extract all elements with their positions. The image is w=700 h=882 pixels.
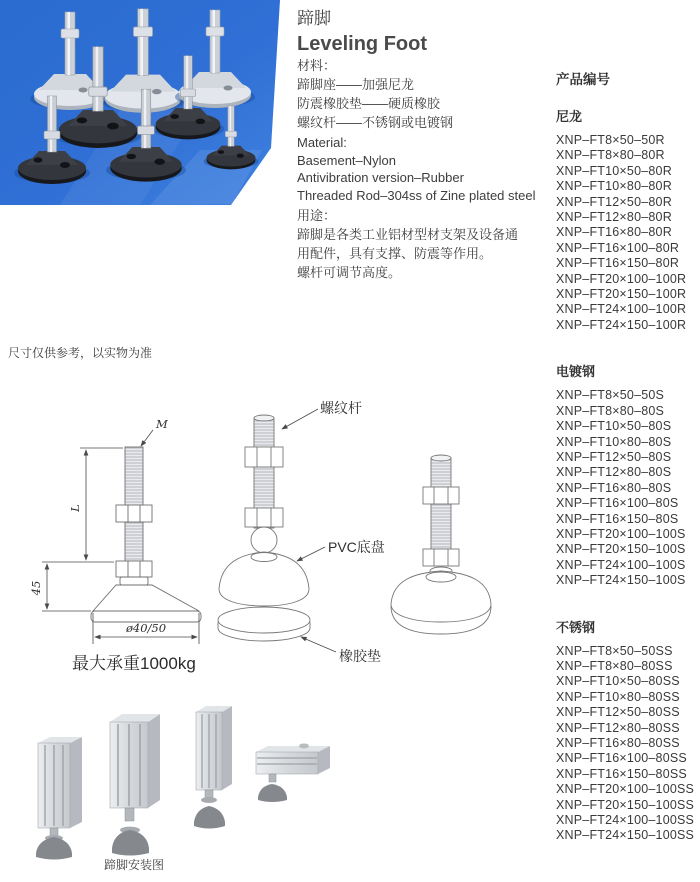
- product-code: XNP–FT20×100–100SS: [556, 782, 695, 797]
- code-list-stainless: [556, 644, 700, 844]
- material-en-line: Material:: [297, 135, 347, 150]
- exploded-view-drawing: [218, 415, 310, 641]
- product-code: XNP–FT10×50–80R: [556, 163, 672, 178]
- title-block: [297, 4, 427, 56]
- product-code: XNP–FT24×100–100R: [556, 302, 687, 317]
- product-code: XNP–FT16×150–80R: [556, 256, 680, 271]
- usage-line: 用配件，具有支撑、防震等作用。: [297, 246, 493, 261]
- product-photo: [0, 0, 286, 218]
- product-code: XNP–FT20×150–100R: [556, 287, 687, 302]
- product-code: XNP–FT24×150–100SS: [556, 828, 695, 843]
- product-code: XNP–FT10×80–80R: [556, 179, 672, 194]
- product-code: XNP–FT16×100–80S: [556, 496, 679, 511]
- material-heading: 材料：: [297, 58, 337, 73]
- install-render-2: [110, 714, 160, 856]
- callout-rubber-pad: 橡胶垫: [339, 648, 381, 664]
- material-en-line: Threaded Rod–304ss of Zine plated steel: [297, 187, 536, 203]
- usage-line: 蹄脚是各类工业铝材型材支架及设备通: [297, 227, 519, 242]
- product-code: XNP–FT16×80–80SS: [556, 736, 680, 750]
- product-code: XNP–FT16×100–80SS: [556, 751, 687, 766]
- code-group-plated-steel: [556, 363, 700, 588]
- code-group-nylon: [556, 108, 700, 333]
- product-code: XNP–FT10×50–80S: [556, 419, 672, 434]
- product-code: XNP–FT20×150–100SS: [556, 797, 695, 812]
- callout-threaded-rod: 螺纹杆: [320, 400, 362, 416]
- product-code: XNP–FT24×100–100S: [556, 557, 686, 572]
- material-en-line: Antivibration version–Rubber: [297, 170, 464, 185]
- material-en-lines: [297, 134, 536, 204]
- code-group-stainless: [556, 619, 700, 844]
- callout-pvc-base: PVC底盘: [328, 539, 385, 555]
- product-code: XNP–FT8×50–50SS: [556, 643, 673, 658]
- product-code: XNP–FT10×80–80S: [556, 434, 672, 449]
- product-code: XNP–FT16×150–80S: [556, 511, 679, 526]
- install-render-3: [194, 706, 232, 829]
- material-section: [297, 56, 536, 204]
- material-zh-line: 防震橡胶垫——硬质橡胶: [297, 96, 441, 111]
- usage-line: 螺杆可调节高度。: [297, 265, 402, 280]
- material-zh-line: 螺纹杆——不锈钢或电镀钢: [297, 115, 454, 130]
- page-title-zh: 蹄脚: [297, 9, 331, 28]
- dim-label-thread: M: [156, 417, 168, 431]
- install-render-1: [36, 737, 82, 860]
- usage-section: [297, 206, 518, 282]
- product-code: XNP–FT8×80–80S: [556, 403, 665, 418]
- orthographic-foot-drawing: [91, 447, 201, 622]
- code-group-name: 尼龙: [556, 109, 583, 124]
- product-code: XNP–FT16×80–80R: [556, 225, 672, 240]
- product-code: XNP–FT20×100–100S: [556, 526, 686, 541]
- product-code: XNP–FT20×100–100R: [556, 271, 687, 286]
- max-load-label: 最大承重1000kg: [72, 654, 196, 673]
- product-code: XNP–FT16×80–80S: [556, 480, 672, 495]
- code-group-name: 电镀钢: [556, 364, 596, 380]
- technical-drawing: [0, 390, 520, 690]
- material-zh-lines: [297, 75, 536, 132]
- product-code: XNP–FT24×150–100R: [556, 317, 687, 332]
- product-code: XNP–FT12×50–80R: [556, 194, 672, 209]
- product-code: XNP–FT16×100–80R: [556, 240, 680, 255]
- product-code: XNP–FT8×50–50R: [556, 133, 665, 147]
- product-codes-heading: 产品编号: [556, 72, 610, 87]
- product-code: XNP–FT12×80–80S: [556, 465, 672, 480]
- dimension-note: 尺寸仅供参考，以实物为准: [8, 346, 153, 360]
- product-code: XNP–FT16×150–80SS: [556, 766, 687, 781]
- product-code: XNP–FT24×150–100S: [556, 573, 686, 588]
- dim-label-45: 45: [29, 580, 43, 596]
- product-codes-column: [556, 68, 700, 874]
- dim-label-diameter: ø40/50: [125, 621, 167, 635]
- code-list-nylon: [556, 133, 700, 333]
- page-title-en: Leveling Foot: [297, 33, 427, 55]
- product-code: XNP–FT24×100–100SS: [556, 813, 695, 828]
- product-code: XNP–FT10×50–80SS: [556, 674, 680, 689]
- product-code: XNP–FT12×80–80SS: [556, 720, 680, 735]
- product-code: XNP–FT10×80–80SS: [556, 689, 680, 704]
- assembled-view-drawing: [391, 455, 491, 634]
- code-list-plated-steel: [556, 388, 700, 588]
- product-code: XNP–FT8×80–80SS: [556, 658, 673, 673]
- product-code: XNP–FT20×150–100S: [556, 542, 686, 557]
- code-group-name: 不锈钢: [556, 619, 596, 635]
- product-code: XNP–FT8×80–80R: [556, 148, 665, 163]
- material-en-line: Basement–Nylon: [297, 152, 396, 168]
- install-render-4: [256, 744, 330, 803]
- product-code: XNP–FT12×80–80R: [556, 210, 672, 225]
- installation-renders: [0, 690, 360, 875]
- installation-caption: 蹄脚安装图: [104, 858, 165, 872]
- product-code: XNP–FT8×50–50S: [556, 388, 665, 403]
- product-code: XNP–FT12×50–80S: [556, 449, 672, 464]
- usage-lines: [297, 225, 518, 282]
- dim-label-length: L: [68, 504, 82, 512]
- material-zh-line: 蹄脚座——加强尼龙: [297, 77, 415, 92]
- product-code: XNP–FT12×50–80SS: [556, 705, 680, 720]
- usage-heading: 用途：: [297, 208, 337, 223]
